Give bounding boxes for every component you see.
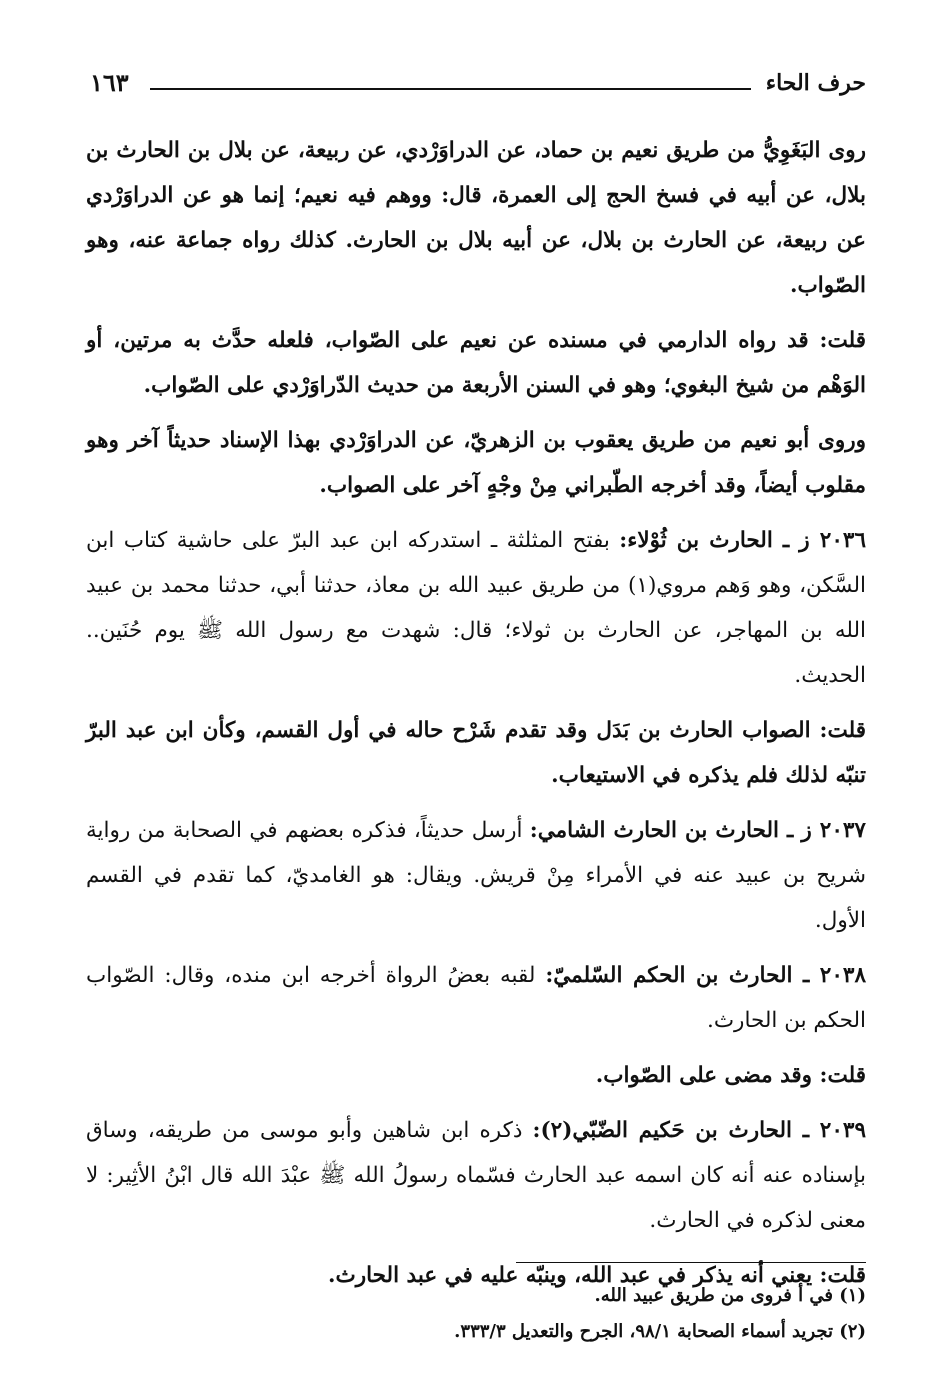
page-header [80, 62, 866, 102]
entry-text: لقبه بعضُ الرواة أخرجه ابن منده، وقال: الصّواب الحكم بن الحارث. [86, 963, 866, 1033]
entry-text: أرسل حديثاً، فذكره بعضهم في الصحابة من رواية شريح بن عبيد عنه في الأمراء مِنْ قريش. ويقال: هو الغامديّ، كما تقدم في القسم الأول. [86, 818, 866, 933]
entry-heading: ٢٠٣٩ ـ الحارث بن حَكيم الضّبّي(٢): [532, 1118, 866, 1143]
entry-text: بفتح المثلثة ـ استدركه ابن عبد البرّ على حاشية كتاب ابن السَّكن، وهو وَهم مروي(١) من طريق عبيد الله بن معاذ، حدثنا أبي، حدثنا محمد بن عبيد الله بن المهاجر، عن الحارث بن ثولاء؛ قال: شهدت مع رسول الله ﷺ يوم حُنَين.. الحديث. [86, 528, 866, 688]
entry-2037 [86, 808, 866, 943]
page-number: ١٦٣ [90, 68, 129, 97]
paragraph-5 [86, 708, 866, 798]
paragraph-text: قلت: وقد مضى على الصّواب. [595, 1063, 866, 1088]
footnote-2: (٢) تجريد أسماء الصحابة ٩٨/١، الجرح والتعديل ٣٣٣/٣. [454, 1321, 866, 1342]
entry-heading: ٢٠٣٨ ـ الحارث بن الحكم السّلميّ: [545, 963, 866, 988]
entry-text: ذكره ابن شاهين وأبو موسى من طريقه، وساق بإسناده عنه أنه كان اسمه عبد الحارث فسّماه رسولُ الله ﷺ عبْدَ الله قال ابْنُ الأثِير: لا معنى لذكره في الحارث. [86, 1118, 866, 1233]
footnote-rule [516, 1262, 866, 1263]
entry-heading: ٢٠٣٧ ز ـ الحارث بن الحارث الشامي: [529, 818, 866, 843]
section-title: حرف الحاء [765, 70, 866, 96]
header-rule [150, 88, 751, 90]
entry-2039 [86, 1108, 866, 1243]
footnotes [166, 1278, 866, 1350]
paragraph-text: روى البَغَوِيُّ من طريق نعيم بن حماد، عن الدراوَرْدي، عن ربيعة، عن بلال بن الحارث بن بلال، عن أبيه في فسخ الحج إلى العمرة، قال: ووهم فيه نعيم؛ إنما هو عن الدراوَرْدي عن ربيعة، عن الحارث بن بلال، عن أبيه بلال بن الحارث. كذلك رواه جماعة عنه، وهو الصّواب. [86, 138, 866, 298]
paragraph-text: وروى أبو نعيم من طريق يعقوب بن الزهريّ، عن الدراوَرْدي بهذا الإسناد حديثاً آخر وهو مقلوب أيضاً، وقد أخرجه الطّبراني مِنْ وجْهٍ آخر على الصواب. [86, 428, 866, 498]
paragraph-text: قلت: قد رواه الدارمي في مسنده عن نعيم على الصّواب، فلعله حدَّث به مرتين، أو الوَهْم من شيخ البغوي؛ وهو في السنن الأربعة من حديث الدّراوَرْدي على الصّواب. [86, 328, 866, 398]
paragraph-3 [86, 418, 866, 508]
page-body [86, 128, 866, 1308]
paragraph-2 [86, 318, 866, 408]
footnote-1: (١) في أ فروى من طريق عبيد الله. [594, 1285, 866, 1306]
entry-heading: ٢٠٣٦ ز ـ الحارث بن ثُوْلاء: [619, 528, 866, 553]
paragraph-text: قلت: يعني أنه يذكر في عبد الله، وينبّه عليه في عبد الحارث. [328, 1263, 866, 1288]
paragraph-1 [86, 128, 866, 308]
paragraph-text: قلت: الصواب الحارث بن بَدَل وقد تقدم شَرْح حاله في أول القسم، وكأن ابن عبد البرّ تنبّه لذلك فلم يذكره في الاستيعاب. [86, 718, 866, 788]
paragraph-8 [86, 1053, 866, 1098]
entry-2038 [86, 953, 866, 1043]
entry-2036 [86, 518, 866, 698]
